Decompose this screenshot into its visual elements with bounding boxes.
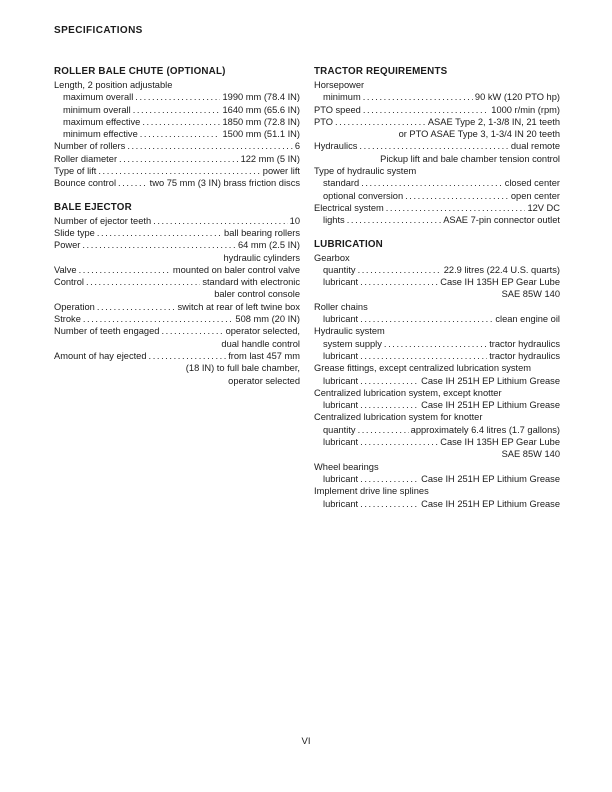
spec-label: Slide type: [54, 227, 95, 238]
dot-leader: [153, 215, 288, 227]
spec-label: Number of ejector teeth: [54, 215, 152, 226]
spec-value: ball bearing rollers: [224, 227, 300, 238]
dot-leader: [359, 140, 508, 152]
spec-value: clean engine oil: [495, 314, 560, 325]
dot-leader: [119, 153, 239, 165]
spec-label: lights: [323, 215, 345, 226]
spec-section: [54, 202, 300, 387]
spec-value: Case IH 251H EP Lithium Grease: [421, 498, 560, 509]
spec-line: [54, 350, 300, 362]
spec-value: 1850 mm (72.8 IN): [222, 116, 300, 127]
dot-leader: [133, 104, 221, 116]
spec-group-label: Type of hydraulic system: [314, 166, 417, 177]
dot-leader: [360, 276, 438, 288]
dot-leader: [82, 239, 236, 251]
dot-leader: [149, 350, 227, 362]
spec-label: Stroke: [54, 314, 81, 325]
spec-value: tractor hydraulics: [489, 350, 560, 361]
dot-leader: [360, 498, 419, 510]
spec-label: Power: [54, 240, 81, 251]
dot-leader: [142, 116, 220, 128]
spec-line: [314, 104, 560, 116]
section-title: LUBRICATION: [314, 238, 383, 250]
spec-label: Number of rollers: [54, 141, 126, 152]
spec-line: [54, 227, 300, 239]
spec-label: optional conversion: [323, 190, 404, 201]
spec-line: [54, 239, 300, 251]
spec-line: [54, 91, 300, 103]
spec-value: 12V DC: [527, 202, 560, 213]
spec-label: Valve: [54, 264, 77, 275]
spec-label: lubricant: [323, 314, 359, 325]
spec-line: [314, 140, 560, 152]
spec-label: Bounce control: [54, 178, 117, 189]
spec-line: [314, 190, 560, 202]
spec-line: [314, 202, 560, 214]
dot-leader: [386, 202, 526, 214]
spec-line: [314, 338, 560, 350]
page-number: VI: [301, 736, 311, 747]
dot-leader: [140, 128, 221, 140]
spec-line: [54, 165, 300, 177]
spec-value: mounted on baler control valve: [172, 264, 300, 275]
spec-continuation: hydraulic cylinders: [223, 252, 300, 263]
spec-columns: [54, 66, 560, 522]
spec-value: switch at rear of left twine box: [177, 301, 300, 312]
spec-label: lubricant: [323, 400, 359, 411]
spec-label: Type of lift: [54, 166, 97, 177]
spec-value: dual remote: [510, 141, 560, 152]
dot-leader: [135, 91, 220, 103]
spec-label: minimum effective: [63, 129, 138, 140]
spec-line: [314, 214, 560, 226]
dot-leader: [360, 473, 419, 485]
dot-leader: [363, 104, 489, 116]
spec-value: 1000 r/min (rpm): [491, 104, 560, 115]
dot-leader: [335, 116, 426, 128]
spec-label: lubricant: [323, 277, 359, 288]
spec-label: Number of teeth engaged: [54, 326, 160, 337]
section-title: ROLLER BALE CHUTE (OPTIONAL): [54, 66, 226, 77]
spec-label: lubricant: [323, 437, 359, 448]
spec-line: [314, 313, 560, 325]
spec-label: Operation: [54, 301, 95, 312]
dot-leader: [97, 301, 176, 313]
dot-leader: [384, 338, 487, 350]
dot-leader: [161, 325, 223, 337]
spec-section: [314, 239, 560, 510]
dot-leader: [79, 264, 171, 276]
spec-value: 6: [294, 141, 300, 152]
section-title: BALE EJECTOR: [54, 201, 132, 213]
spec-value: approximately 6.4 litres (1.7 gallons): [410, 424, 560, 435]
spec-line: [54, 264, 300, 276]
spec-label: PTO: [314, 116, 333, 127]
spec-value: standard with electronic: [202, 277, 300, 288]
spec-line: [314, 473, 560, 485]
dot-leader: [360, 313, 493, 325]
spec-line: [54, 153, 300, 165]
spec-value: 1500 mm (51.1 IN): [222, 129, 300, 140]
spec-label: maximum effective: [63, 116, 141, 127]
spec-value: 1990 mm (78.4 IN): [222, 92, 300, 103]
spec-group-label: Wheel bearings: [314, 461, 379, 472]
page-title: SPECIFICATIONS: [54, 25, 143, 36]
spec-line: [54, 104, 300, 116]
spec-line: [54, 116, 300, 128]
spec-value: closed center: [504, 178, 560, 189]
spec-line: [314, 436, 560, 448]
spec-label: quantity: [323, 264, 356, 275]
left-column: [54, 66, 300, 522]
spec-group-label: Horsepower: [314, 80, 365, 90]
spec-value: 10: [289, 215, 300, 226]
spec-value: 64 mm (2.5 IN): [238, 240, 300, 251]
dot-leader: [98, 165, 260, 177]
spec-value: Case IH 251H EP Lithium Grease: [421, 375, 560, 386]
spec-value: Case IH 251H EP Lithium Grease: [421, 400, 560, 411]
spec-line: [54, 128, 300, 140]
spec-continuation: or PTO ASAE Type 3, 1-3/4 IN 20 teeth: [398, 129, 560, 140]
spec-line: [54, 215, 300, 227]
spec-label: lubricant: [323, 473, 359, 484]
spec-continuation: SAE 85W 140: [501, 449, 560, 460]
spec-label: Amount of hay ejected: [54, 350, 147, 361]
spec-line: [54, 276, 300, 288]
spec-line: [314, 276, 560, 288]
spec-label: Control: [54, 277, 84, 288]
spec-value: 1640 mm (65.6 IN): [222, 104, 300, 115]
spec-label: Hydraulics: [314, 141, 358, 152]
spec-line: [54, 301, 300, 313]
spec-label: standard: [323, 178, 360, 189]
spec-line: [54, 325, 300, 337]
spec-group-label: Roller chains: [314, 301, 368, 312]
spec-label: minimum: [323, 92, 361, 103]
spec-value: power lift: [262, 166, 300, 177]
spec-continuation: SAE 85W 140: [501, 289, 560, 300]
dot-leader: [360, 350, 487, 362]
dot-leader: [86, 276, 200, 288]
spec-value: two 75 mm (3 IN) brass friction discs: [149, 178, 300, 189]
spec-continuation: operator selected: [228, 375, 300, 386]
spec-value: open center: [510, 190, 560, 201]
spec-continuation: dual handle control: [221, 338, 300, 349]
spec-line: [314, 375, 560, 387]
spec-line: [314, 498, 560, 510]
spec-section: [314, 66, 560, 227]
spec-continuation: (18 IN) to full bale chamber,: [185, 363, 300, 374]
dot-leader: [83, 313, 234, 325]
dot-leader: [360, 436, 438, 448]
spec-value: Case IH 135H EP Gear Lube: [440, 277, 560, 288]
dot-leader: [360, 399, 419, 411]
spec-value: operator selected,: [225, 326, 300, 337]
spec-label: lubricant: [323, 375, 359, 386]
spec-line: [314, 91, 560, 103]
spec-label: Roller diameter: [54, 153, 118, 164]
dot-leader: [127, 140, 293, 152]
dot-leader: [358, 424, 409, 436]
spec-label: Electrical system: [314, 202, 384, 213]
spec-line: [314, 350, 560, 362]
spec-value: Case IH 135H EP Gear Lube: [440, 437, 560, 448]
spec-line: [54, 140, 300, 152]
dot-leader: [358, 264, 442, 276]
spec-value: Case IH 251H EP Lithium Grease: [421, 473, 560, 484]
spec-label: quantity: [323, 424, 356, 435]
dot-leader: [361, 177, 503, 189]
dot-leader: [405, 190, 509, 202]
spec-value: 122 mm (5 IN): [240, 153, 300, 164]
dot-leader: [363, 91, 473, 103]
spec-line: [314, 116, 560, 128]
spec-group-label: Centralized lubrication system for knotter: [314, 412, 483, 423]
spec-group-label: Grease fittings, except centralized lubrication system: [314, 363, 532, 374]
spec-group-label: Centralized lubrication system, except knotter: [314, 387, 502, 398]
spec-line: [54, 177, 300, 189]
dot-leader: [118, 177, 148, 189]
spec-line: [314, 399, 560, 411]
spec-label: lubricant: [323, 350, 359, 361]
spec-value: 508 mm (20 IN): [235, 314, 300, 325]
right-column: [314, 66, 560, 522]
spec-value: from last 457 mm: [228, 350, 300, 361]
spec-group-label: Implement drive line splines: [314, 486, 429, 497]
spec-label: lubricant: [323, 498, 359, 509]
dot-leader: [360, 375, 419, 387]
spec-section: [54, 66, 300, 190]
spec-label: maximum overall: [63, 92, 134, 103]
spec-group-label: Length, 2 position adjustable: [54, 80, 173, 90]
spec-value: 22.9 litres (22.4 U.S. quarts): [443, 264, 560, 275]
spec-group-label: Gearbox: [314, 252, 350, 263]
spec-value: tractor hydraulics: [489, 338, 560, 349]
spec-line: [314, 424, 560, 436]
dot-leader: [347, 214, 441, 226]
spec-line: [54, 313, 300, 325]
spec-value: ASAE 7-pin connector outlet: [443, 215, 560, 226]
spec-label: PTO speed: [314, 104, 361, 115]
spec-line: [314, 264, 560, 276]
section-title: TRACTOR REQUIREMENTS: [314, 66, 448, 77]
spec-label: system supply: [323, 338, 382, 349]
spec-line: [314, 177, 560, 189]
spec-value: ASAE Type 2, 1-3/8 IN, 21 teeth: [427, 116, 560, 127]
spec-label: minimum overall: [63, 104, 131, 115]
spec-continuation: baler control console: [214, 289, 300, 300]
spec-continuation: Pickup lift and bale chamber tension control: [380, 153, 560, 164]
dot-leader: [97, 227, 222, 239]
spec-value: 90 kW (120 PTO hp): [474, 92, 560, 103]
spec-group-label: Hydraulic system: [314, 326, 385, 337]
